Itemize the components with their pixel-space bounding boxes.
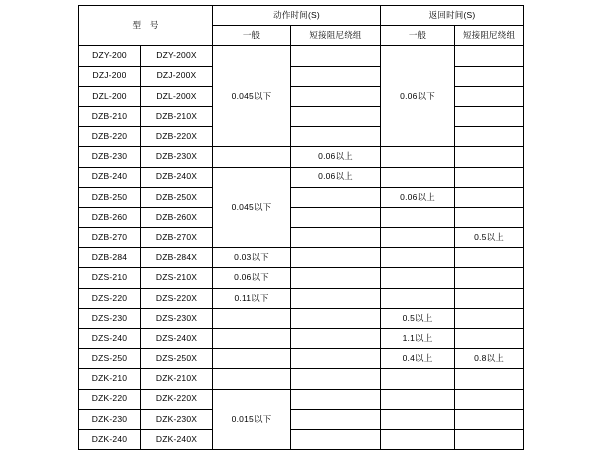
cell-action-normal: 0.045以下 <box>213 46 291 147</box>
cell-model-variant: DZB-250X <box>141 187 213 207</box>
table-row <box>79 288 524 308</box>
table-row <box>79 86 524 106</box>
timing-spec-table <box>78 5 524 450</box>
cell-action-damped <box>291 86 381 106</box>
cell-model-variant: DZB-270X <box>141 228 213 248</box>
cell-model-primary: DZS-240 <box>79 329 141 349</box>
table-row <box>79 349 524 369</box>
cell-return-damped <box>455 66 524 86</box>
cell-model-variant: DZB-220X <box>141 127 213 147</box>
cell-action-damped: 0.06以上 <box>291 167 381 187</box>
cell-return-normal <box>381 389 455 409</box>
cell-model-variant: DZL-200X <box>141 86 213 106</box>
cell-model-primary: DZJ-200 <box>79 66 141 86</box>
cell-action-damped <box>291 409 381 429</box>
cell-model-primary: DZY-200 <box>79 46 141 66</box>
cell-action-damped <box>291 228 381 248</box>
cell-return-damped: 0.5以上 <box>455 228 524 248</box>
cell-action-damped <box>291 288 381 308</box>
cell-model-variant: DZY-200X <box>141 46 213 66</box>
cell-model-variant: DZS-230X <box>141 308 213 328</box>
cell-return-normal: 0.06以上 <box>381 187 455 207</box>
cell-action-damped <box>291 187 381 207</box>
cell-model-variant: DZK-230X <box>141 409 213 429</box>
cell-return-normal <box>381 409 455 429</box>
cell-model-variant: DZB-284X <box>141 248 213 268</box>
header-action-normal: 一般 <box>213 26 291 46</box>
cell-action-damped <box>291 66 381 86</box>
cell-model-variant: DZB-230X <box>141 147 213 167</box>
table-row <box>79 409 524 429</box>
cell-return-damped <box>455 127 524 147</box>
table-row <box>79 127 524 147</box>
table-row <box>79 308 524 328</box>
table-row <box>79 106 524 126</box>
cell-return-normal <box>381 248 455 268</box>
cell-return-damped <box>455 187 524 207</box>
cell-model-primary: DZB-284 <box>79 248 141 268</box>
table-body <box>79 46 524 450</box>
cell-model-primary: DZB-270 <box>79 228 141 248</box>
table-row <box>79 248 524 268</box>
cell-return-damped <box>455 389 524 409</box>
cell-model-variant: DZK-210X <box>141 369 213 389</box>
cell-return-damped <box>455 268 524 288</box>
cell-return-normal <box>381 429 455 449</box>
cell-model-variant: DZB-240X <box>141 167 213 187</box>
cell-model-variant: DZK-220X <box>141 389 213 409</box>
header-return-time: 返回时间(S) <box>381 6 524 26</box>
cell-return-normal <box>381 268 455 288</box>
cell-return-normal: 0.06以下 <box>381 46 455 147</box>
cell-model-primary: DZB-240 <box>79 167 141 187</box>
table-row <box>79 369 524 389</box>
cell-model-variant: DZB-260X <box>141 207 213 227</box>
cell-action-damped <box>291 389 381 409</box>
cell-return-damped: 0.8以上 <box>455 349 524 369</box>
cell-model-variant: DZS-240X <box>141 329 213 349</box>
table-row <box>79 429 524 449</box>
cell-return-damped <box>455 106 524 126</box>
cell-action-damped <box>291 127 381 147</box>
cell-model-primary: DZS-210 <box>79 268 141 288</box>
cell-return-normal <box>381 288 455 308</box>
cell-return-normal <box>381 369 455 389</box>
cell-action-damped <box>291 369 381 389</box>
cell-model-primary: DZB-250 <box>79 187 141 207</box>
table-row <box>79 268 524 288</box>
cell-action-normal: 0.06以下 <box>213 268 291 288</box>
cell-model-variant: DZK-240X <box>141 429 213 449</box>
cell-action-damped: 0.06以上 <box>291 147 381 167</box>
cell-return-damped <box>455 248 524 268</box>
cell-action-damped <box>291 308 381 328</box>
cell-action-normal <box>213 308 291 328</box>
cell-return-normal <box>381 207 455 227</box>
cell-model-primary: DZK-210 <box>79 369 141 389</box>
cell-action-damped <box>291 207 381 227</box>
cell-model-primary: DZK-220 <box>79 389 141 409</box>
cell-action-normal: 0.045以下 <box>213 167 291 248</box>
table-row <box>79 329 524 349</box>
cell-return-damped <box>455 429 524 449</box>
cell-return-normal <box>381 147 455 167</box>
cell-model-primary: DZB-260 <box>79 207 141 227</box>
header-action-time: 动作时间(S) <box>213 6 381 26</box>
cell-return-damped <box>455 308 524 328</box>
cell-return-damped <box>455 409 524 429</box>
cell-model-primary: DZL-200 <box>79 86 141 106</box>
cell-model-variant: DZB-210X <box>141 106 213 126</box>
table-row <box>79 187 524 207</box>
table-row <box>79 147 524 167</box>
cell-return-damped <box>455 288 524 308</box>
cell-return-normal: 0.4以上 <box>381 349 455 369</box>
cell-action-normal: 0.11以下 <box>213 288 291 308</box>
cell-return-damped <box>455 329 524 349</box>
cell-action-damped <box>291 46 381 66</box>
cell-action-normal <box>213 369 291 389</box>
cell-action-normal <box>213 349 291 369</box>
table-row <box>79 389 524 409</box>
table-row <box>79 46 524 66</box>
header-model: 型 号 <box>79 6 213 46</box>
cell-model-variant: DZJ-200X <box>141 66 213 86</box>
cell-return-normal: 1.1以上 <box>381 329 455 349</box>
cell-model-variant: DZS-250X <box>141 349 213 369</box>
cell-model-variant: DZS-210X <box>141 268 213 288</box>
cell-model-variant: DZS-220X <box>141 288 213 308</box>
cell-return-damped <box>455 369 524 389</box>
cell-return-damped <box>455 86 524 106</box>
cell-action-damped <box>291 248 381 268</box>
cell-action-normal: 0.03以下 <box>213 248 291 268</box>
cell-return-damped <box>455 207 524 227</box>
cell-action-damped <box>291 106 381 126</box>
cell-model-primary: DZB-210 <box>79 106 141 126</box>
table-row <box>79 66 524 86</box>
header-row-groups <box>79 6 524 26</box>
table-row <box>79 167 524 187</box>
header-return-normal: 一般 <box>381 26 455 46</box>
header-return-damped: 短接阻尼绕组 <box>455 26 524 46</box>
cell-action-damped <box>291 268 381 288</box>
cell-return-damped <box>455 46 524 66</box>
cell-return-damped <box>455 167 524 187</box>
table-row <box>79 228 524 248</box>
cell-return-damped <box>455 147 524 167</box>
cell-action-normal <box>213 329 291 349</box>
cell-return-normal: 0.5以上 <box>381 308 455 328</box>
table-row <box>79 207 524 227</box>
cell-model-primary: DZS-250 <box>79 349 141 369</box>
cell-model-primary: DZB-230 <box>79 147 141 167</box>
cell-action-damped <box>291 429 381 449</box>
cell-model-primary: DZK-230 <box>79 409 141 429</box>
cell-return-normal <box>381 167 455 187</box>
cell-model-primary: DZS-230 <box>79 308 141 328</box>
cell-action-normal <box>213 147 291 167</box>
cell-model-primary: DZB-220 <box>79 127 141 147</box>
cell-action-damped <box>291 329 381 349</box>
cell-return-normal <box>381 228 455 248</box>
header-action-damped: 短接阻尼绕组 <box>291 26 381 46</box>
cell-action-damped <box>291 349 381 369</box>
table-header <box>79 6 524 46</box>
cell-model-primary: DZS-220 <box>79 288 141 308</box>
cell-model-primary: DZK-240 <box>79 429 141 449</box>
cell-action-normal: 0.015以下 <box>213 389 291 450</box>
